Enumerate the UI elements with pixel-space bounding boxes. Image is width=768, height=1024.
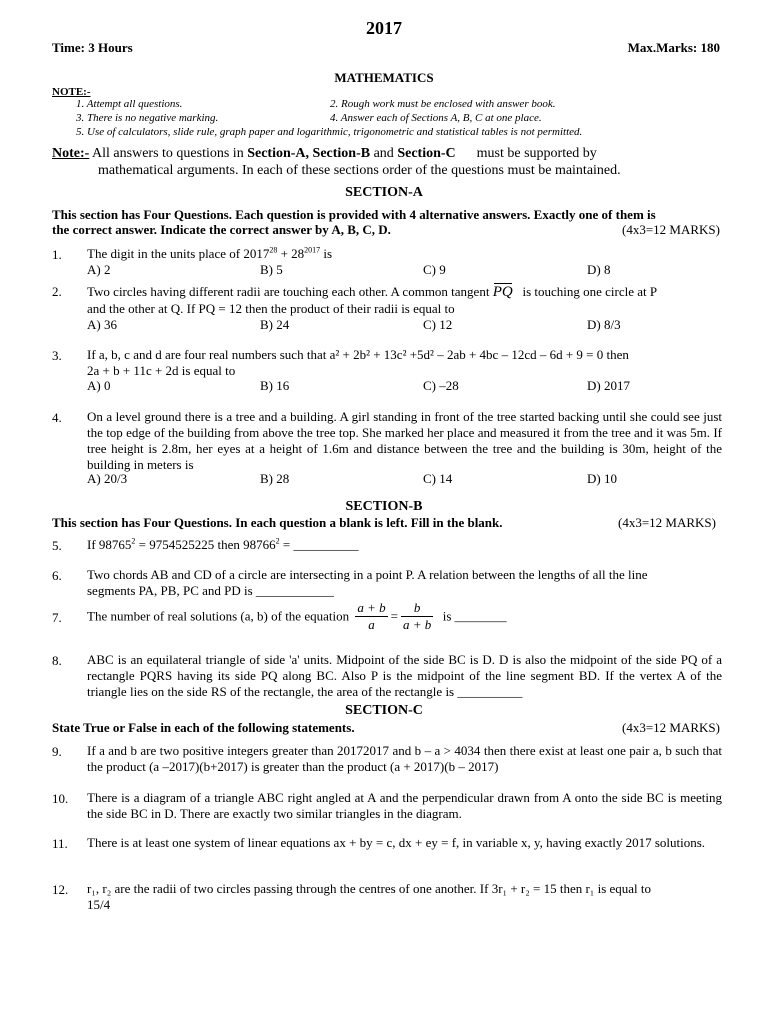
- q3-line2: 2a + b + 11c + 2d is equal to: [87, 363, 236, 378]
- section-b-title: SECTION-B: [345, 499, 423, 514]
- q7-fraction-2-denominator: a + b: [402, 617, 432, 632]
- q2-option-a: A) 36: [87, 317, 117, 332]
- q1-option-a: A) 2: [87, 262, 111, 277]
- q6-number: 6.: [52, 568, 62, 583]
- q1-exponent-1: 28: [269, 245, 278, 255]
- q2-line1-a: Two circles having different radii are touching each other. A common tangent: [87, 284, 493, 299]
- q2-line2: and the other at Q. If PQ = 12 then the product of their radii is equal to: [87, 301, 455, 316]
- q2-option-c: C) 12: [423, 317, 453, 332]
- q7-fraction-1: [355, 600, 387, 633]
- q8-text: ABC is an equilateral triangle of side 'a' units. Midpoint of the side BC is D. D is also the midpoint of the side PQ of a rectangle PQRS having its side PQ along BC. Also P is the midpoint of the line segment BD. If the vertex A of the triangle lies on the side RS of the rectangle, the area of the rectangle is __________: [87, 652, 722, 699]
- q8-number: 8.: [52, 653, 62, 668]
- main-note-section-b: Section-B: [312, 146, 371, 161]
- q2-option-d: D) 8/3: [587, 317, 621, 332]
- q7-equals: =: [390, 608, 398, 624]
- q5-text-post: = __________: [279, 537, 359, 552]
- q4-option-c: C) 14: [423, 471, 453, 486]
- q7-fraction-1-numerator: a + b: [357, 600, 386, 615]
- q11-number: 11.: [52, 836, 68, 851]
- section-c-instruction: State True or False in each of the following statements.: [52, 720, 355, 735]
- main-note-text-b: must be supported by: [473, 146, 597, 161]
- main-note-text-a: All answers to questions in: [89, 146, 248, 161]
- q1-option-c: C) 9: [423, 262, 446, 277]
- main-note-line1: [52, 146, 722, 162]
- subject-title: MATHEMATICS: [334, 70, 434, 85]
- q4-option-a: A) 20/3: [87, 471, 128, 486]
- q1-option-d: D) 8: [587, 262, 611, 277]
- q6-line1: Two chords AB and CD of a circle are intersecting in a point P. A relation between the lengths of all the line: [87, 567, 648, 582]
- q9-number: 9.: [52, 744, 62, 759]
- section-c-title: SECTION-C: [345, 703, 423, 718]
- main-note-and: and: [370, 146, 398, 161]
- main-note-line2: mathematical arguments. In each of these sections order of the questions must be maintained.: [98, 163, 621, 178]
- section-b-marks: (4x3=12 MARKS): [618, 515, 716, 530]
- section-c-marks: (4x3=12 MARKS): [622, 720, 720, 735]
- main-note-section-c: Section-C: [397, 146, 456, 161]
- note-item-3: 3. There is no negative marking.: [76, 112, 219, 124]
- q3-option-c: C) –28: [423, 378, 459, 393]
- q1-text-post: is: [320, 246, 333, 261]
- note-item-4: 4. Answer each of Sections A, B, C at one place.: [330, 112, 542, 124]
- section-a-instruction-2: the correct answer. Indicate the correct answer by A, B, C, D.: [52, 222, 391, 237]
- q7-text-post: is ________: [442, 608, 507, 624]
- q3-option-d: D) 2017: [587, 378, 630, 393]
- q1-exponent-2: 2017: [304, 245, 321, 255]
- q6-line2: segments PA, PB, PC and PD is ____________: [87, 583, 334, 598]
- q7-fraction-2-numerator: b: [401, 600, 433, 617]
- q1-number: 1.: [52, 247, 62, 262]
- q7-fraction-1-denominator: a: [368, 617, 375, 632]
- q10-number: 10.: [52, 791, 69, 806]
- section-a-marks: (4x3=12 MARKS): [622, 222, 720, 237]
- q7-fraction-2: [401, 600, 433, 633]
- q1-text: [87, 246, 332, 262]
- q4-option-d: D) 10: [587, 471, 617, 486]
- q1-text-pre: The digit in the units place of 2017: [87, 246, 270, 261]
- q11-text: There is at least one system of linear equations ax + by = c, dx + ey = f, in variable x, y, having exactly 2017 solutions.: [87, 835, 706, 850]
- note-item-5: 5. Use of calculators, slide rule, graph paper and logarithmic, trigonometric and statistical tables is not permitted.: [76, 126, 583, 138]
- note-item-1: 1. Attempt all questions.: [76, 98, 183, 110]
- note-item-2: 2. Rough work must be enclosed with answer book.: [330, 98, 556, 110]
- section-a-instruction-1: This section has Four Questions. Each question is provided with 4 alternative answers. Exactly one of them is: [52, 207, 656, 222]
- section-a-title: SECTION-A: [345, 185, 423, 200]
- q2-option-b: B) 24: [260, 317, 290, 332]
- main-note-label: Note:-: [52, 146, 90, 161]
- q7-number: 7.: [52, 610, 62, 625]
- q5-text-mid: = 9754525225 then 98766: [135, 537, 276, 552]
- exam-year: 2017: [366, 18, 402, 38]
- q10-text: There is a diagram of a triangle ABC right angled at A and the perpendicular drawn from A onto the side BC is meeting the side BC in D. There are exactly two similar triangles in the diagram.: [87, 790, 722, 821]
- q3-option-b: B) 16: [260, 378, 290, 393]
- q4-number: 4.: [52, 410, 62, 425]
- q2-number: 2.: [52, 284, 62, 299]
- q1-option-b: B) 5: [260, 262, 283, 277]
- section-b-instruction: This section has Four Questions. In each question a blank is left. Fill in the blank.: [52, 515, 503, 530]
- q5-text-pre: If 98765: [87, 537, 132, 552]
- q4-option-b: B) 28: [260, 471, 290, 486]
- exam-max-marks: Max.Marks: 180: [627, 40, 720, 55]
- q7-text-pre: The number of real solutions (a, b) of the equation: [87, 608, 350, 624]
- q5-exponent-1: 2: [131, 536, 136, 546]
- q5-number: 5.: [52, 538, 62, 553]
- q2-line1-b: is touching one circle at P: [519, 284, 658, 299]
- q1-text-mid: + 28: [277, 246, 305, 261]
- q12-line1: r₁, r₂ are the radii of two circles passing through the centres of one another. If 3r₁ + r₂ = 15 then r₁ is equal to: [87, 881, 652, 896]
- q12-number: 12.: [52, 882, 69, 897]
- tangent-pq: PQ: [492, 284, 513, 300]
- q5-exponent-2: 2: [275, 536, 280, 546]
- q3-line1: If a, b, c and d are four real numbers such that a² + 2b² + 13c² +5d² – 2ab + 4bc – 12cd – 6d + 9 = 0 then: [87, 347, 629, 362]
- q4-text: On a level ground there is a tree and a building. A girl standing in front of the tree started backing until she could see just the top edge of the building from above the tree top. She marked her place and measured it from the tree and it was 5m. If tree height is 2.8m, her eyes at a height of 1.6m and distance between the tree and the building is 30m, height of the building in meters is: [87, 409, 722, 472]
- q9-text: If a and b are two positive integers greater than 20172017 and b – a > 4034 then there exist at least one pair a, b such that the product (a –2017)(b+2017) is greater than the product (a + 2017)(b – 2017): [87, 743, 722, 774]
- main-note-section-a: Section-A,: [247, 146, 310, 161]
- q2-line1: [87, 284, 657, 301]
- exam-time: Time: 3 Hours: [52, 40, 133, 55]
- q12-line2: 15/4: [87, 897, 111, 912]
- q7-text: [87, 600, 507, 633]
- q3-number: 3.: [52, 348, 62, 363]
- q5-text: [87, 537, 358, 553]
- note-label: NOTE:-: [52, 86, 91, 98]
- q3-option-a: A) 0: [87, 378, 111, 393]
